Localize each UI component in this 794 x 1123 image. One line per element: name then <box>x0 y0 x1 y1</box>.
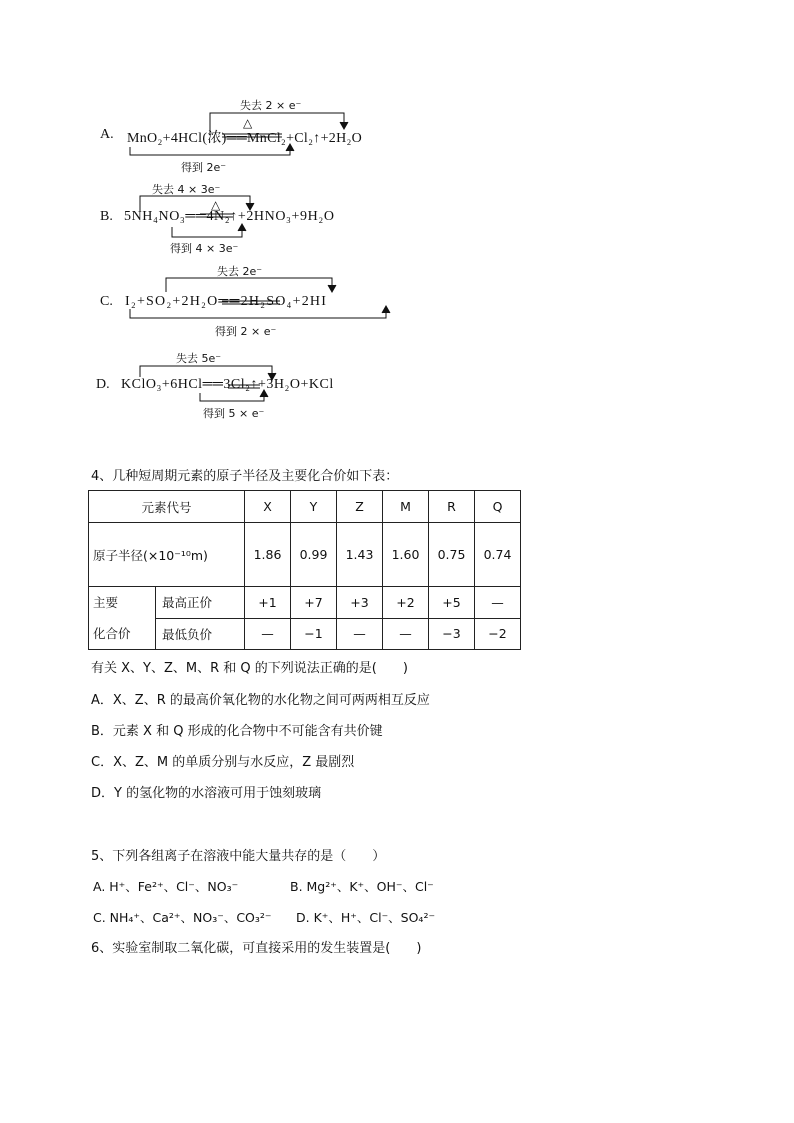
radius-q: 0.74 <box>475 523 521 587</box>
q4-option-b: B．元素 X 和 Q 形成的化合物中不可能含有共价键 <box>91 724 383 739</box>
header-z: Z <box>337 491 383 523</box>
eq-c-lose-label: 失去 2e⁻ <box>217 265 263 278</box>
radius-r: 0.75 <box>429 523 475 587</box>
eq-c-equation: I₂+SO₂+2H₂O══2H₂SO₄+2HI <box>125 294 328 309</box>
eq-a-lose-label: 失去 2 × e⁻ <box>240 99 302 112</box>
element-table <box>88 490 521 650</box>
q4-option-d: D．Y 的氢化物的水溶液可用于蚀刻玻璃 <box>91 786 322 801</box>
min-q: −2 <box>475 618 521 650</box>
eq-a-gain-label: 得到 2e⁻ <box>181 161 227 174</box>
header-y: Y <box>291 491 337 523</box>
min-x: — <box>245 618 291 650</box>
eq-b-gain-label: 得到 4 × 3e⁻ <box>170 242 239 255</box>
radius-y: 0.99 <box>291 523 337 587</box>
eq-d-letter: D. <box>96 377 110 392</box>
eq-c-letter: C. <box>100 294 113 309</box>
max-m: +2 <box>383 587 429 619</box>
max-z: +3 <box>337 587 383 619</box>
header-r: R <box>429 491 475 523</box>
radius-label: 原子半径(×10⁻¹⁰m) <box>89 523 245 587</box>
max-y: +7 <box>291 587 337 619</box>
radius-z: 1.43 <box>337 523 383 587</box>
valence-label-line2: 化合价 <box>93 626 131 641</box>
valence-label <box>89 587 156 650</box>
min-m: — <box>383 618 429 650</box>
header-x: X <box>245 491 291 523</box>
max-valence-label: 最高正价 <box>156 587 245 619</box>
eq-a-heat-symbol: △ <box>243 116 253 130</box>
header-m: M <box>383 491 429 523</box>
radius-x: 1.86 <box>245 523 291 587</box>
q5-option-a: A. H⁺、Fe²⁺、Cl⁻、NO₃⁻ <box>93 879 239 894</box>
q5-title: 5、下列各组离子在溶液中能大量共存的是（ ） <box>91 849 386 864</box>
q4-option-c: C．X、Z、M 的单质分别与水反应，Z 最剧烈 <box>91 755 355 770</box>
eq-b-heat-symbol: △ <box>211 198 221 212</box>
min-r: −3 <box>429 618 475 650</box>
q5-option-c: C. NH₄⁺、Ca²⁺、NO₃⁻、CO₃²⁻ <box>93 910 272 925</box>
electron-transfer-brackets <box>0 0 794 460</box>
eq-a-equation: MnO₂+4HCl(浓)══MnCl₂+Cl₂↑+2H₂O <box>127 131 363 146</box>
max-x: +1 <box>245 587 291 619</box>
eq-b-letter: B. <box>100 209 113 224</box>
eq-d-lose-label: 失去 5e⁻ <box>176 352 222 365</box>
max-r: +5 <box>429 587 475 619</box>
eq-d-equation: KClO₃+6HCl══3Cl₂↑+3H₂O+KCl <box>121 377 334 392</box>
q4-stem: 有关 X、Y、Z、M、R 和 Q 的下列说法正确的是( ) <box>91 661 408 676</box>
min-z: — <box>337 618 383 650</box>
eq-c-gain-label: 得到 2 × e⁻ <box>215 325 277 338</box>
min-y: −1 <box>291 618 337 650</box>
q5-option-b: B. Mg²⁺、K⁺、OH⁻、Cl⁻ <box>290 879 434 894</box>
radius-m: 1.60 <box>383 523 429 587</box>
eq-d-gain-label: 得到 5 × e⁻ <box>203 407 265 420</box>
eq-b-equation: 5NH₄NO₃══4N₂↑+2HNO₃+9H₂O <box>124 209 335 224</box>
q4-option-a: A．X、Z、R 的最高价氧化物的水化物之间可两两相互反应 <box>91 693 430 708</box>
max-q: — <box>475 587 521 619</box>
header-element-code: 元素代号 <box>89 491 245 523</box>
min-valence-label: 最低负价 <box>156 618 245 650</box>
q4-title: 4、几种短周期元素的原子半径及主要化合价如下表： <box>91 469 399 484</box>
q6-title: 6、实验室制取二氧化碳，可直接采用的发生装置是( ) <box>91 941 422 956</box>
eq-a-letter: A. <box>100 127 114 142</box>
header-q: Q <box>475 491 521 523</box>
valence-label-line1: 主要 <box>93 595 119 610</box>
eq-b-lose-label: 失去 4 × 3e⁻ <box>152 183 221 196</box>
q5-option-d: D. K⁺、H⁺、Cl⁻、SO₄²⁻ <box>296 910 436 925</box>
